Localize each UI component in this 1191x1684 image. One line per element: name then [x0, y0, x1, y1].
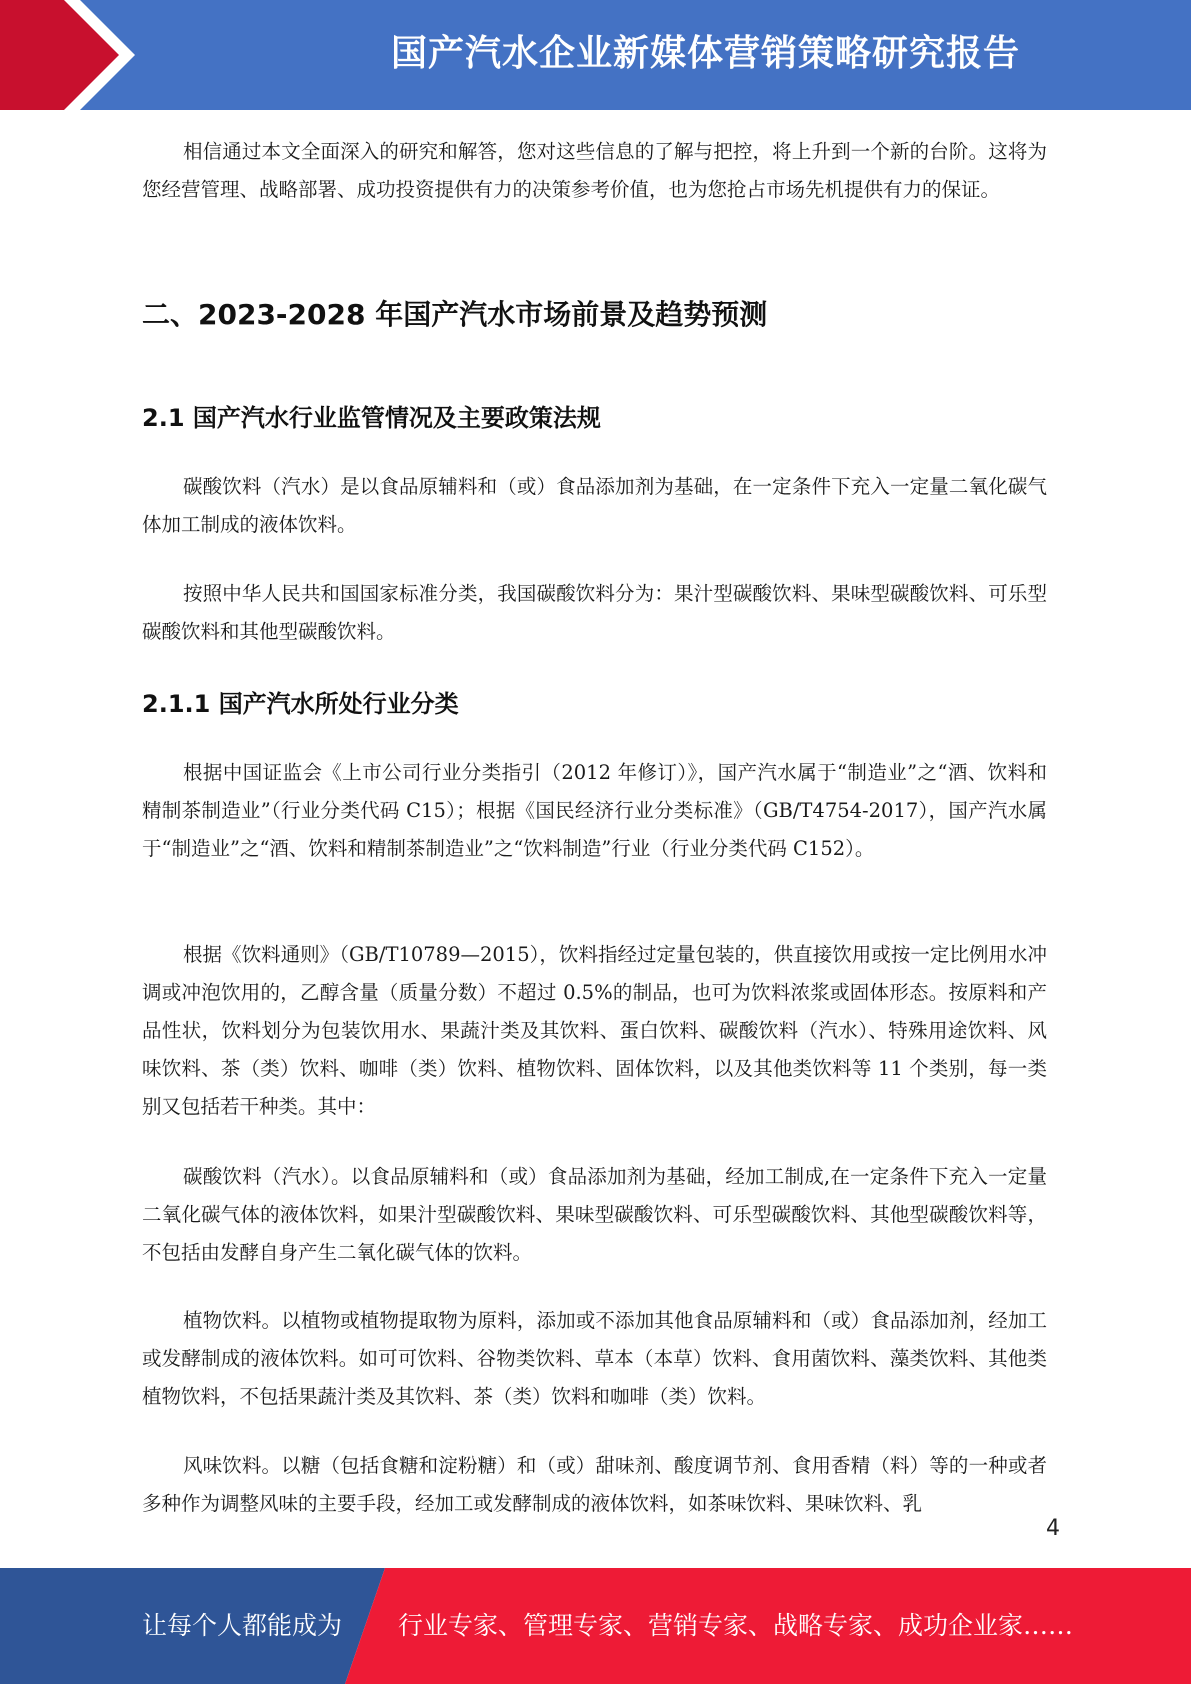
industry-paragraph: 根据中国证监会《上市公司行业分类指引（2012 年修订）》，国产汽水属于“制造业”之“酒、饮料和精制茶制造业”（行业分类代码 C15）；根据《国民经济行业分类标准》（GB/T4754-2017），国产汽水属于“制造业”之“酒、饮料和精制茶制造业”之“饮料制造”行业（行业分类代码 C152）。 — [142, 761, 1047, 860]
flavor-paragraph: 风味饮料。以糖（包括食糖和淀粉糖）和（或）甜味剂、酸度调节剂、食用香精（料）等的一种或者多种作为调整风味的主要手段，经加工或发酵制成的液体饮料，如茶味饮料、果味饮料、乳 — [142, 1454, 1047, 1515]
section-2-1-1-heading: 2.1.1 国产汽水所处行业分类 — [142, 690, 459, 718]
chevron-decoration — [0, 0, 260, 110]
header-title: 国产汽水企业新媒体营销策略研究报告 — [390, 33, 1020, 74]
footer-slogan-right: 行业专家、管理专家、营销专家、战略专家、成功企业家…… — [398, 1611, 1074, 1640]
general-rule-paragraph: 根据《饮料通则》（GB/T10789—2015），饮料指经过定量包装的，供直接饮用或按一定比例用水冲调或冲泡饮用的，乙醇含量（质量分数）不超过 0.5%的制品，也可为饮料浓浆或固体形态。按原料和产品性状，饮料划分为包装饮用水、果蔬汁类及其饮料、蛋白饮料、碳酸饮料（汽水）、特殊用途饮料、风味饮料、茶（类）饮料、咖啡（类）饮料、植物饮料、固体饮料，以及其他类饮料等 11 个类别，每一类别又包括若干种类。其中： — [142, 943, 1047, 1118]
classification-paragraph: 按照中华人民共和国国家标准分类，我国碳酸饮料分为：果汁型碳酸饮料、果味型碳酸饮料、可乐型碳酸饮料和其他型碳酸饮料。 — [142, 582, 1047, 643]
intro-paragraph: 相信通过本文全面深入的研究和解答，您对这些信息的了解与把控，将上升到一个新的台阶。这将为您经营管理、战略部署、成功投资提供有力的决策参考价值，也为您抢占市场先机提供有力的保证。 — [142, 140, 1047, 201]
page-header — [0, 0, 1191, 110]
definition-paragraph: 碳酸饮料（汽水）是以食品原辅料和（或）食品添加剂为基础，在一定条件下充入一定量二氧化碳气体加工制成的液体饮料。 — [142, 475, 1047, 536]
page-footer — [0, 1568, 1191, 1684]
carbonated-paragraph: 碳酸饮料（汽水）。以食品原辅料和（或）食品添加剂为基础，经加工制成,在一定条件下充入一定量二氧化碳气体的液体饮料，如果汁型碳酸饮料、果味型碳酸饮料、可乐型碳酸饮料、其他型碳酸饮料等，不包括由发酵自身产生二氧化碳气体的饮料。 — [142, 1165, 1047, 1264]
section-2-heading: 二、2023-2028 年国产汽水市场前景及趋势预测 — [142, 298, 768, 331]
plant-paragraph: 植物饮料。以植物或植物提取物为原料，添加或不添加其他食品原辅料和（或）食品添加剂，经加工或发酵制成的液体饮料。如可可饮料、谷物类饮料、草本（本草）饮料、食用菌饮料、藻类饮料、其他类植物饮料，不包括果蔬汁类及其饮料、茶（类）饮料和咖啡（类）饮料。 — [142, 1309, 1047, 1408]
section-2-1-heading: 2.1 国产汽水行业监管情况及主要政策法规 — [142, 404, 601, 432]
page-number: 4 — [1046, 1516, 1060, 1541]
footer-slogan-left: 让每个人都能成为 — [142, 1611, 343, 1640]
